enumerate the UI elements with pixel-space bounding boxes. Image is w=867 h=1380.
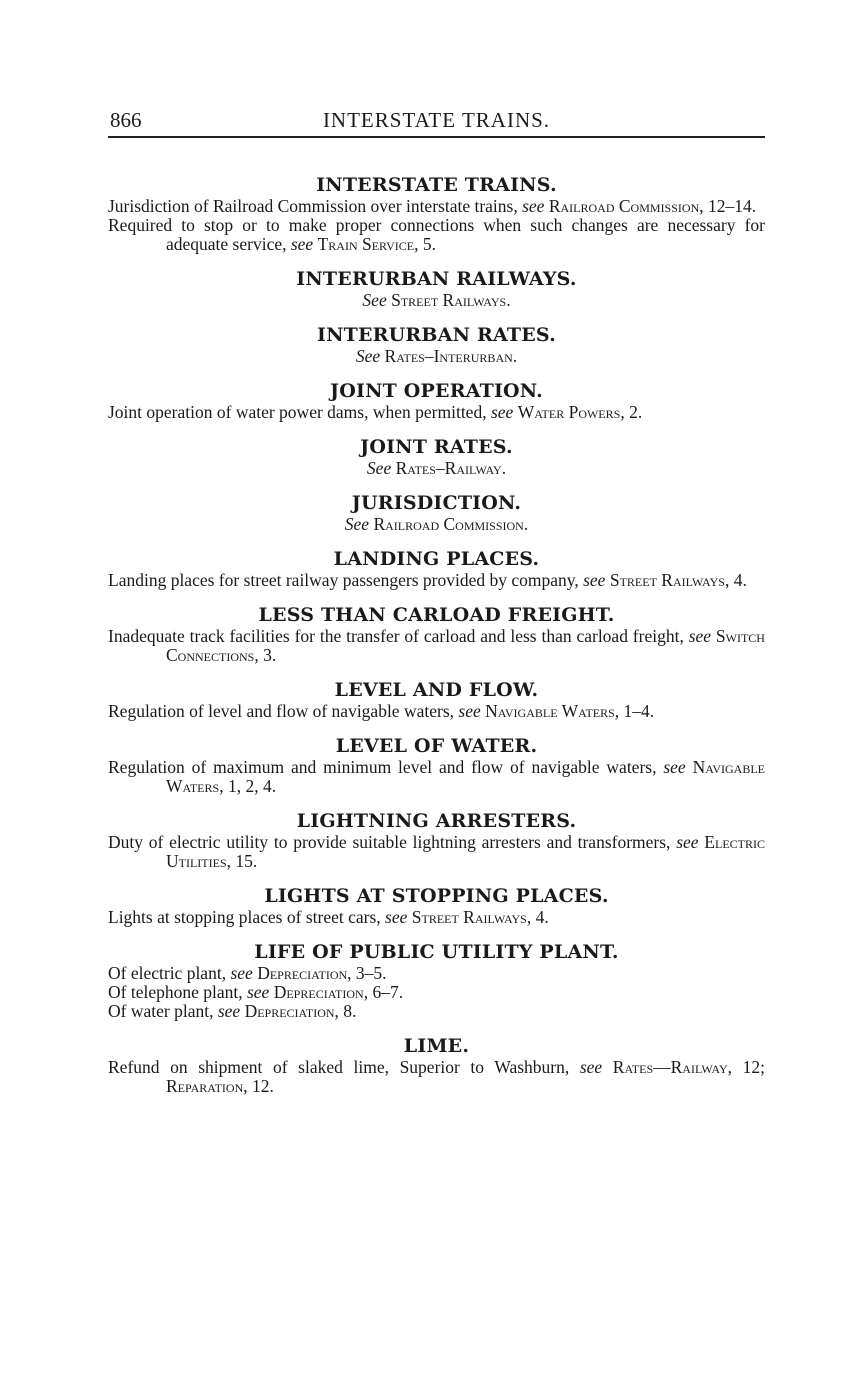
reference-section: , 1, 2, 4.: [219, 776, 277, 796]
reference-section: , 15.: [226, 851, 258, 871]
see-reference-word: see: [230, 963, 258, 983]
entry-text: Required to stop or to make proper connections when such changes are necessary for adequate service,: [108, 215, 765, 254]
entry-heading: LEVEL AND FLOW.: [334, 679, 539, 701]
cross-reference: Street Railways: [391, 290, 507, 310]
reference-section: , 3.: [254, 645, 277, 665]
entry-line: [108, 403, 765, 422]
reference-section: , 1–4.: [614, 701, 655, 721]
entry-line: [108, 627, 765, 665]
cross-reference: Water Powers: [517, 402, 621, 422]
see-reference-word: see: [217, 1001, 245, 1021]
book-page: [108, 104, 765, 1110]
cross-reference: Railroad Commission: [548, 196, 700, 216]
cross-reference: Navigable Waters: [166, 757, 765, 796]
entry-text: Regulation of level and flow of navigable waters,: [108, 701, 459, 721]
entry-line: [108, 347, 765, 366]
cross-reference: Rates–Interurban: [384, 346, 513, 366]
entry-text: Of telephone plant,: [108, 982, 247, 1002]
entry-text: Refund on shipment of slaked lime, Superior to Washburn,: [108, 1057, 580, 1077]
entry-text: Of water plant,: [108, 1001, 218, 1021]
entry-line: [108, 983, 765, 1002]
entry-heading: LIME.: [403, 1035, 470, 1057]
entry-line: [108, 833, 765, 871]
reference-section: , 8.: [334, 1001, 357, 1021]
entry-line: [108, 197, 765, 216]
reference-section: , 4.: [724, 570, 747, 590]
entry-heading: LEVEL OF WATER.: [335, 735, 538, 757]
index-entry: [108, 436, 765, 478]
entry-heading: LANDING PLACES.: [333, 548, 540, 570]
index-entry: [108, 268, 765, 310]
see-reference-word: see: [490, 402, 518, 422]
index-entry: [108, 1035, 765, 1096]
entry-line: [108, 515, 765, 534]
cross-reference: Switch Connections: [166, 626, 765, 665]
cross-reference: Street Railways: [411, 907, 527, 927]
index-entries: [108, 174, 765, 1096]
reference-section: , 6–7.: [363, 982, 404, 1002]
see-reference-word: See: [344, 514, 374, 534]
reference-section: , 4.: [526, 907, 549, 927]
cross-reference: Navigable Waters: [485, 701, 615, 721]
index-entry: [108, 324, 765, 366]
entry-text: Joint operation of water power dams, when permitted,: [108, 402, 491, 422]
see-reference-word: See: [355, 346, 385, 366]
cross-reference: Depreciation: [244, 1001, 335, 1021]
cross-reference: Depreciation: [257, 963, 348, 983]
page-number: 866: [110, 108, 142, 132]
entry-heading: JOINT RATES.: [360, 436, 513, 458]
entry-heading: LIFE OF PUBLIC UTILITY PLANT.: [254, 941, 619, 963]
entry-line: [108, 908, 765, 927]
entry-line: [108, 459, 765, 478]
reference-section: .: [523, 514, 529, 534]
cross-reference: Rates—Railway: [612, 1057, 728, 1077]
entry-line: [108, 1002, 765, 1021]
entry-text: Jurisdiction of Railroad Commission over interstate trains,: [108, 196, 523, 216]
entry-text: Of electric plant,: [108, 963, 231, 983]
index-entry: [108, 941, 765, 1021]
see-reference-word: see: [385, 907, 412, 927]
entry-heading: LIGHTNING ARRESTERS.: [296, 810, 577, 832]
reference-section: .: [501, 458, 507, 478]
entry-heading: INTERURBAN RAILWAYS.: [296, 268, 577, 290]
index-entry: [108, 735, 765, 796]
entry-heading: LESS THAN CARLOAD FREIGHT.: [258, 604, 615, 626]
entry-text: Inadequate track facilities for the transfer of carload and less than carload freight,: [108, 626, 689, 646]
entry-line: [108, 571, 765, 590]
entry-line: [108, 964, 765, 983]
cross-reference: Electric Utilities: [166, 832, 765, 871]
index-entry: [108, 885, 765, 927]
entry-heading: JURISDICTION.: [351, 492, 522, 514]
see-reference-word: See: [362, 290, 392, 310]
entry-line: [108, 216, 765, 254]
entry-text: Duty of electric utility to provide suitable lightning arresters and transformers,: [108, 832, 677, 852]
cross-reference: Train Service: [317, 234, 415, 254]
see-reference-word: see: [246, 982, 274, 1002]
entry-text: Lights at stopping places of street cars,: [108, 907, 386, 927]
index-entry: [108, 604, 765, 665]
running-head: [108, 104, 765, 138]
see-reference-word: see: [688, 626, 716, 646]
entry-heading: LIGHTS AT STOPPING PLACES.: [264, 885, 609, 907]
reference-section: , 2.: [620, 402, 643, 422]
entry-heading: INTERSTATE TRAINS.: [316, 174, 557, 196]
entry-line: [108, 291, 765, 310]
index-entry: [108, 810, 765, 871]
entry-line: [108, 702, 765, 721]
see-reference-word: see: [522, 196, 549, 216]
running-head-title: INTERSTATE TRAINS.: [322, 108, 551, 132]
reference-section: , 12–14.: [699, 196, 757, 216]
reference-section: .: [512, 346, 518, 366]
reference-section: , 12; Reparation, 12.: [166, 1057, 765, 1096]
index-entry: [108, 548, 765, 590]
entry-text: Regulation of maximum and minimum level and flow of navigable waters,: [108, 757, 664, 777]
see-reference-word: see: [290, 234, 318, 254]
cross-reference: Street Railways: [609, 570, 725, 590]
index-entry: [108, 492, 765, 534]
cross-reference: Rates–Railway: [395, 458, 502, 478]
reference-section: , 5.: [414, 234, 436, 254]
entry-heading: JOINT OPERATION.: [330, 380, 543, 402]
entry-text: Landing places for street railway passengers provided by company,: [108, 570, 584, 590]
see-reference-word: see: [676, 832, 705, 852]
cross-reference: Railroad Commission: [373, 514, 524, 534]
see-reference-word: see: [663, 757, 693, 777]
see-reference-word: see: [583, 570, 610, 590]
entry-line: [108, 758, 765, 796]
reference-section: .: [506, 290, 511, 310]
see-reference-word: see: [579, 1057, 613, 1077]
cross-reference: Depreciation: [273, 982, 364, 1002]
index-entry: [108, 679, 765, 721]
index-entry: [108, 174, 765, 254]
index-entry: [108, 380, 765, 422]
entry-line: [108, 1058, 765, 1096]
entry-heading: INTERURBAN RATES.: [317, 324, 556, 346]
see-reference-word: See: [366, 458, 396, 478]
reference-section: , 3–5.: [347, 963, 387, 983]
see-reference-word: see: [458, 701, 486, 721]
